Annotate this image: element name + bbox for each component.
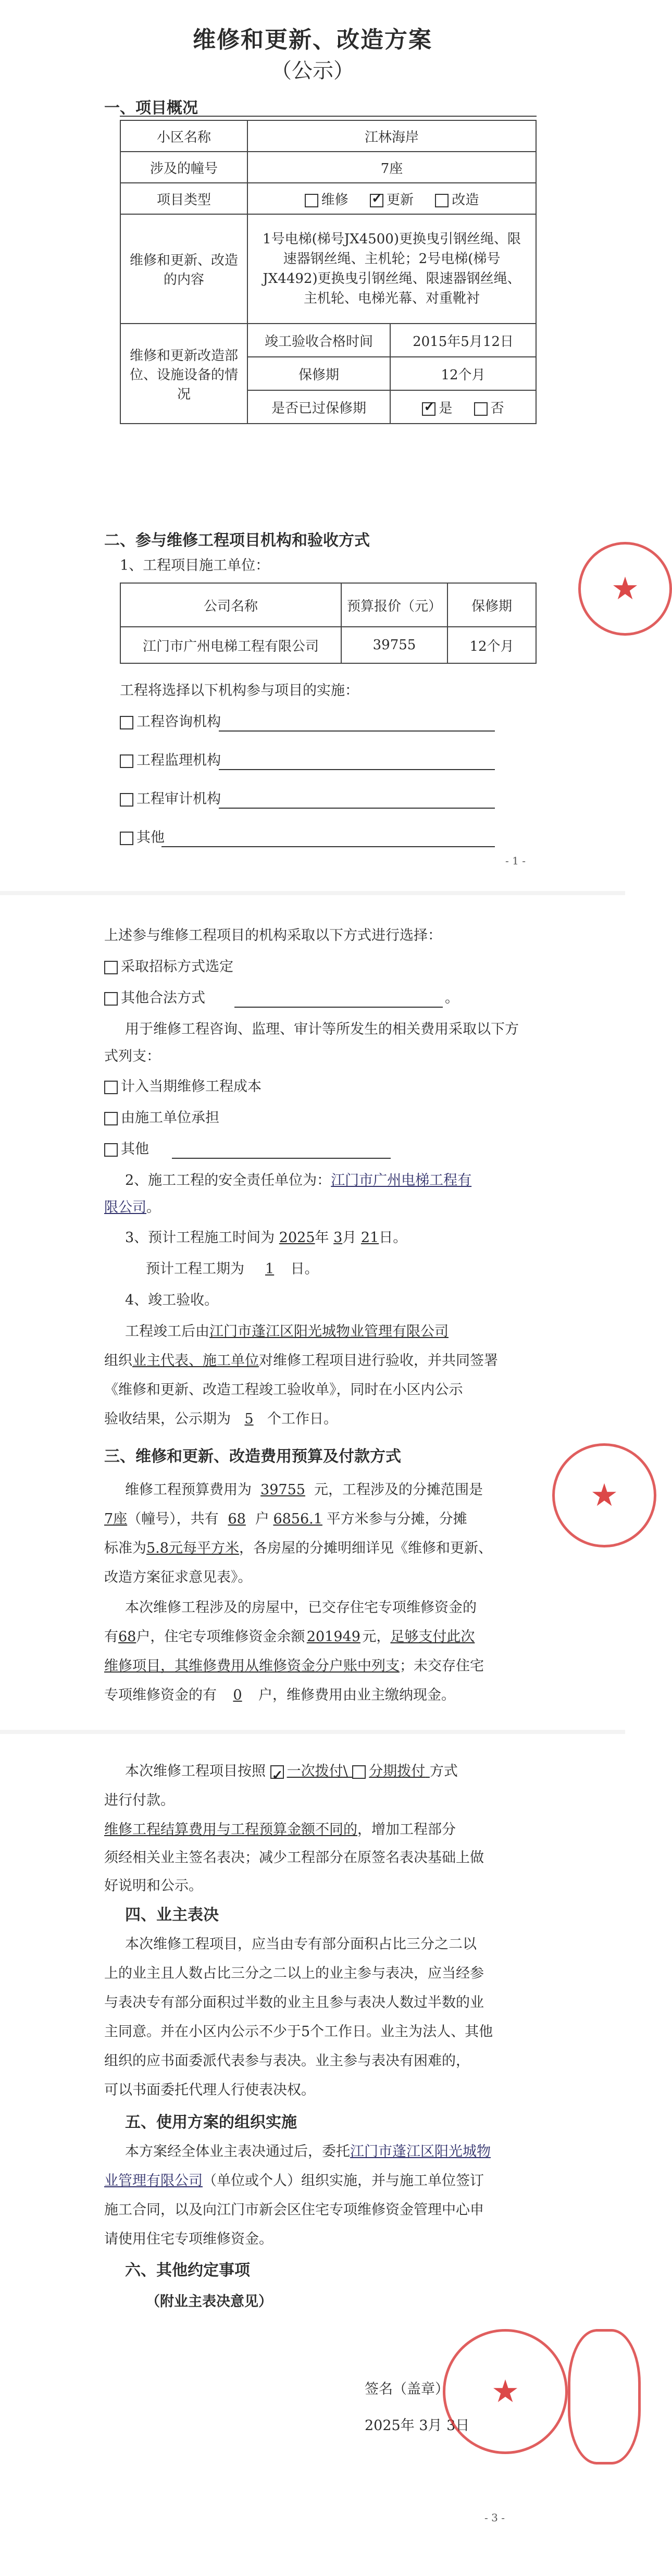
seal-star-icon-3: ★ <box>491 2373 519 2410</box>
vote-line-5: 组织的应书面委派代表参与表决。业主参与表决有困难的， <box>104 2053 470 2069</box>
publicity-days: 5 <box>244 1411 254 1427</box>
type-label: 项目类型 <box>120 183 247 214</box>
budget-line-3 <box>104 1535 492 1562</box>
difference-line-2: 须经相关业主签名表决；减少工程部分在原签名表决基础上做 <box>104 1850 484 1866</box>
item-2-cont: 限公司。 <box>104 1199 160 1216</box>
org-consult-checkbox[interactable] <box>120 716 133 729</box>
seal-star-icon: ★ <box>611 571 639 607</box>
acceptance-line-4a: 验收结果，公示期为 <box>104 1411 231 1427</box>
type-update-label: 更新 <box>386 192 414 208</box>
vote-line-1: 本次维修工程项目，应当由专有部分面积占比三分之二以 <box>125 1936 477 1952</box>
difference-line-1b: ，增加工程部分 <box>357 1822 456 1838</box>
type-options <box>247 183 536 214</box>
selection-bid-label: 采取招标方式选定 <box>121 959 233 975</box>
sign-year: 2025 <box>365 2418 401 2434</box>
col-company: 公司名称 <box>120 583 341 627</box>
acceptance-value: 2015年5月12日 <box>390 324 536 357</box>
fund-line-3b: ；未交存住宅 <box>400 1658 484 1674</box>
impl-entrusted: 江门市蓬江区阳光城物 <box>350 2144 491 2160</box>
building-value: 7座 <box>247 152 536 183</box>
item-2-label: 2、施工工程的安全责任单位为： <box>125 1172 331 1188</box>
type-repair-checkbox[interactable] <box>305 194 318 207</box>
vote-line-3: 与表决专有部分面积过半数的业主且参与表决人数过半数的业 <box>104 1995 484 2011</box>
fund-line-4c: 户，维修费用由业主缴纳现金。 <box>258 1687 455 1703</box>
fund-line-2c: 户，住宅专项维修资金余额 <box>136 1629 305 1645</box>
org-supervise-line[interactable] <box>219 748 495 770</box>
org-consult-label: 工程咨询机构 <box>136 714 221 730</box>
expired-label: 是否已过保修期 <box>247 390 390 424</box>
selection-other-checkbox[interactable] <box>104 992 118 1006</box>
expired-no-checkbox[interactable] <box>474 402 488 416</box>
org-other-checkbox[interactable] <box>120 832 133 845</box>
item-4-text: 4、竣工验收。 <box>125 1292 219 1308</box>
cell-warranty: 12个月 <box>447 627 536 663</box>
page-separator-2 <box>0 1730 625 1734</box>
budget-amount: 39755 <box>260 1482 305 1498</box>
impl-line-1a: 本方案经全体业主表决通过后，委托 <box>125 2144 350 2160</box>
status-label: 维修和更新改造部位、设施设备的情况 <box>120 324 247 424</box>
type-renovate-checkbox[interactable] <box>435 194 449 207</box>
budget-line-1c: 元，工程涉及的分摊范围是 <box>314 1482 483 1498</box>
payment-line-2: 进行付款。 <box>104 1792 175 1809</box>
acceptance-line-1 <box>125 1318 449 1345</box>
col-budget: 预算报价（元） <box>341 583 447 627</box>
type-update-checkbox[interactable] <box>370 194 383 207</box>
impl-line-3: 施工合同，以及向江门市新会区住宅专项维修资金管理中心申 <box>104 2202 484 2218</box>
org-consult-line[interactable] <box>219 710 495 732</box>
impl-line-2 <box>104 2168 484 2195</box>
vote-line-2: 上的业主且人数占比三分之二以上的业主参与表决，应当经参 <box>104 1965 484 1981</box>
fee-option-3-line[interactable] <box>172 1137 391 1159</box>
org-other-label: 其他 <box>136 829 165 846</box>
household-count: 68 <box>228 1511 246 1527</box>
selection-other-end: 。 <box>445 990 459 1006</box>
impl-line-1 <box>125 2138 491 2165</box>
section-6-heading: 六、其他约定事项 <box>125 2261 250 2280</box>
content-label: 维修和更新、改造的内容 <box>120 214 247 324</box>
vote-line-4: 主同意。并在小区内公示不少于5个工作日。业主为法人、其他 <box>104 2024 493 2040</box>
fund-line-2a: 有 <box>104 1629 118 1645</box>
acceptance-line-2 <box>104 1347 498 1374</box>
budget-line-4: 改造方案征求意见表》。 <box>104 1569 252 1586</box>
org-supervise <box>120 747 221 774</box>
fund-line-1: 本次维修工程涉及的房屋中，已交存住宅专项维修资金的 <box>125 1600 477 1616</box>
section-3-heading: 三、维修和更新、改造费用预算及付款方式 <box>104 1447 401 1466</box>
section-2-heading: 二、参与维修工程项目机构和验收方式 <box>104 531 370 550</box>
unpaid-households: 0 <box>233 1687 242 1703</box>
sign-day: 3 <box>446 2418 456 2434</box>
period-label: 预计工程工期为 <box>146 1261 244 1277</box>
acceptance-line-4 <box>104 1406 338 1433</box>
org-other <box>120 824 165 851</box>
acceptance-line-4c: 个工作日。 <box>267 1411 338 1427</box>
vote-line-6: 可以书面委托代理人行使表决权。 <box>104 2082 315 2098</box>
start-year-unit: 年 <box>315 1230 329 1246</box>
fund-line-4 <box>104 1682 455 1709</box>
budget-line-2 <box>104 1506 467 1533</box>
start-day-unit: 日。 <box>379 1230 407 1246</box>
fund-sufficient: 足够支付此次 <box>390 1629 475 1645</box>
company-seal-3 <box>443 2329 568 2454</box>
type-renovate-label: 改造 <box>452 192 479 208</box>
org-audit-line[interactable] <box>219 787 495 809</box>
section-4-heading: 四、业主表决 <box>125 1906 219 1924</box>
selection-bid <box>104 953 233 981</box>
sign-year-unit: 年 <box>400 2418 415 2434</box>
payment-options: ✓ 一次拨付\ 分期拨付 <box>270 1763 430 1779</box>
org-supervise-checkbox[interactable] <box>120 754 133 768</box>
org-audit <box>120 786 221 813</box>
company-seal-1 <box>578 542 672 636</box>
section-5-heading: 五、使用方案的组织实施 <box>125 2113 297 2132</box>
payment-label: 本次维修工程项目按照 <box>125 1763 266 1779</box>
start-month-unit: 月 <box>342 1230 357 1246</box>
org-audit-label: 工程审计机构 <box>136 791 221 807</box>
org-audit-checkbox[interactable] <box>120 793 133 807</box>
sign-day-unit: 日 <box>455 2418 470 2434</box>
company-seal-partial <box>568 2329 641 2464</box>
period-unit: 日。 <box>290 1261 319 1277</box>
selection-bid-checkbox[interactable] <box>104 961 118 974</box>
cell-company: 江门市广州电梯工程有限公司 <box>120 627 341 663</box>
document-subtitle: （公示） <box>271 59 354 83</box>
type-repair-label: 维修 <box>321 192 349 208</box>
fund-balance: 201949 <box>306 1629 360 1645</box>
cell-budget: 39755 <box>341 627 447 663</box>
acceptance-line-1a: 工程竣工后由 <box>125 1323 209 1340</box>
fee-option-2-checkbox[interactable] <box>104 1112 118 1125</box>
pay-once-checkbox[interactable] <box>270 1765 284 1779</box>
expired-options <box>390 390 536 424</box>
paid-households: 68 <box>118 1629 136 1645</box>
period-value: 1 <box>265 1261 275 1277</box>
page-number-1: - 1 - <box>505 854 526 867</box>
fund-line-2 <box>104 1624 475 1651</box>
fee-option-3 <box>104 1136 149 1163</box>
seal-star-icon-2: ★ <box>590 1477 618 1514</box>
start-month: 3 <box>333 1230 343 1246</box>
signature-label: 签名（盖章） <box>365 2381 449 2397</box>
sign-month-unit: 月 <box>428 2418 442 2434</box>
warranty-value: 12个月 <box>390 357 536 390</box>
selection-other-label: 其他合法方式 <box>121 990 205 1006</box>
acceptance-parties: 业主代表、施工单位 <box>132 1353 259 1369</box>
selection-other-line[interactable] <box>234 986 443 1008</box>
item-1-text: 1、工程项目施工单位： <box>120 558 270 574</box>
org-other-line[interactable] <box>161 825 495 847</box>
budget-line-2b: （幢号），共有 <box>127 1511 219 1527</box>
area-value: 6856.1 <box>273 1511 322 1527</box>
content-value: 1号电梯(梯号JX4500)更换曳引钢丝绳、限速器钢丝绳、主机轮；2号电梯(梯号JX4492)更换曳引钢丝绳、限速器钢丝绳、主机轮、电梯光幕、对重靴衬 <box>247 214 536 324</box>
warranty-label: 保修期 <box>247 357 390 390</box>
page-number-3: - 3 - <box>484 2511 505 2524</box>
difference-line-3: 好说明和公示。 <box>104 1878 203 1894</box>
project-overview-table <box>120 120 537 424</box>
payment-line <box>125 1758 458 1785</box>
col-warranty: 保修期 <box>447 583 536 627</box>
expired-yes-label: 是 <box>439 400 453 416</box>
item-3-text <box>125 1224 407 1252</box>
fund-line-4a: 专项维修资金的有 <box>104 1687 217 1703</box>
contractor-table <box>120 583 537 664</box>
share-standard: 5.8元每平方米 <box>146 1540 239 1556</box>
budget-building: 7座 <box>104 1511 128 1527</box>
pay-installments-checkbox[interactable] <box>352 1765 366 1779</box>
choose-orgs-text: 工程将选择以下机构参与项目的实施： <box>120 683 359 699</box>
expired-no-label: 否 <box>490 400 504 416</box>
safety-unit-value: 江门市广州电梯工程有 <box>331 1172 472 1188</box>
safety-unit-value-cont: 限公司 <box>104 1199 146 1216</box>
fund-line-2e: 元， <box>362 1629 391 1645</box>
acceptance-organizer: 江门市蓬江区阳光城物业管理有限公司 <box>209 1323 449 1340</box>
section-1-rule <box>120 116 537 117</box>
community-value: 江林海岸 <box>247 120 536 152</box>
fund-line-3 <box>104 1653 484 1680</box>
fee-option-1-label: 计入当期维修工程成本 <box>121 1079 262 1095</box>
pay-installments-label: 分期拨付 <box>369 1763 426 1779</box>
acceptance-line-2c: 对维修工程项目进行验收，并共同签署 <box>259 1353 498 1369</box>
page-separator-1 <box>0 891 625 895</box>
household-unit: 户 <box>255 1511 269 1527</box>
impl-line-4: 请使用住宅专项维修资金。 <box>104 2231 273 2247</box>
budget-line-1 <box>125 1477 483 1504</box>
impl-entrusted-cont: 业管理有限公司 <box>104 2173 203 2189</box>
org-supervise-label: 工程监理机构 <box>136 752 221 769</box>
acceptance-line-3: 《维修和更新、改造工程竣工验收单》，同时在小区内公示 <box>104 1382 463 1398</box>
company-seal-2 <box>552 1443 656 1547</box>
item-2-text <box>125 1167 471 1194</box>
budget-line-3a: 标准为 <box>104 1540 146 1556</box>
fee-option-2 <box>104 1105 219 1132</box>
difference-condition: 维修工程结算费用与工程预算金额不同的 <box>104 1822 357 1838</box>
expired-yes-checkbox[interactable] <box>422 402 435 416</box>
document-title: 维修和更新、改造方案 <box>193 27 432 53</box>
payment-method-suffix: 方式 <box>429 1763 458 1779</box>
pay-once-label: 一次拨付 <box>287 1763 343 1779</box>
impl-line-2b: （单位或个人）组织实施，并与施工单位签订 <box>203 2173 484 2189</box>
fee-method-text: 用于维修工程咨询、监理、审计等所发生的相关费用采取以下方式列支： <box>104 1021 519 1064</box>
start-day: 21 <box>360 1230 379 1246</box>
org-consult <box>120 709 221 736</box>
building-label: 涉及的幢号 <box>120 152 247 183</box>
sign-month: 3 <box>419 2418 428 2434</box>
owner-vote-note: （附业主表决意见） <box>146 2294 272 2310</box>
section-1-heading: 一、项目概况 <box>104 99 198 117</box>
fee-option-3-label: 其他 <box>121 1141 149 1157</box>
budget-line-2f: 平方米参与分摊，分摊 <box>326 1511 467 1527</box>
fee-option-2-label: 由施工单位承担 <box>121 1110 219 1126</box>
fee-option-1 <box>104 1073 262 1100</box>
selection-intro: 上述参与维修工程项目的机构采取以下方式进行选择： <box>104 927 442 944</box>
selection-other <box>104 985 205 1012</box>
fee-option-3-checkbox[interactable] <box>104 1143 118 1157</box>
start-year: 2025 <box>279 1230 315 1246</box>
community-label: 小区名称 <box>120 120 247 152</box>
item-3-label: 3、预计工程施工时间为 <box>125 1230 275 1246</box>
period-text <box>146 1256 319 1283</box>
fund-source: 维修项目，其维修费用从维修资金分户账中列支 <box>104 1658 400 1674</box>
difference-line-1 <box>104 1816 456 1843</box>
budget-line-3c: ，各房屋的分摊明细详见《维修和更新、 <box>239 1540 492 1556</box>
budget-line-1a: 维修工程预算费用为 <box>125 1482 252 1498</box>
fee-option-1-checkbox[interactable] <box>104 1081 118 1094</box>
acceptance-line-2a: 组织 <box>104 1353 132 1369</box>
acceptance-label: 竣工验收合格时间 <box>247 324 390 357</box>
